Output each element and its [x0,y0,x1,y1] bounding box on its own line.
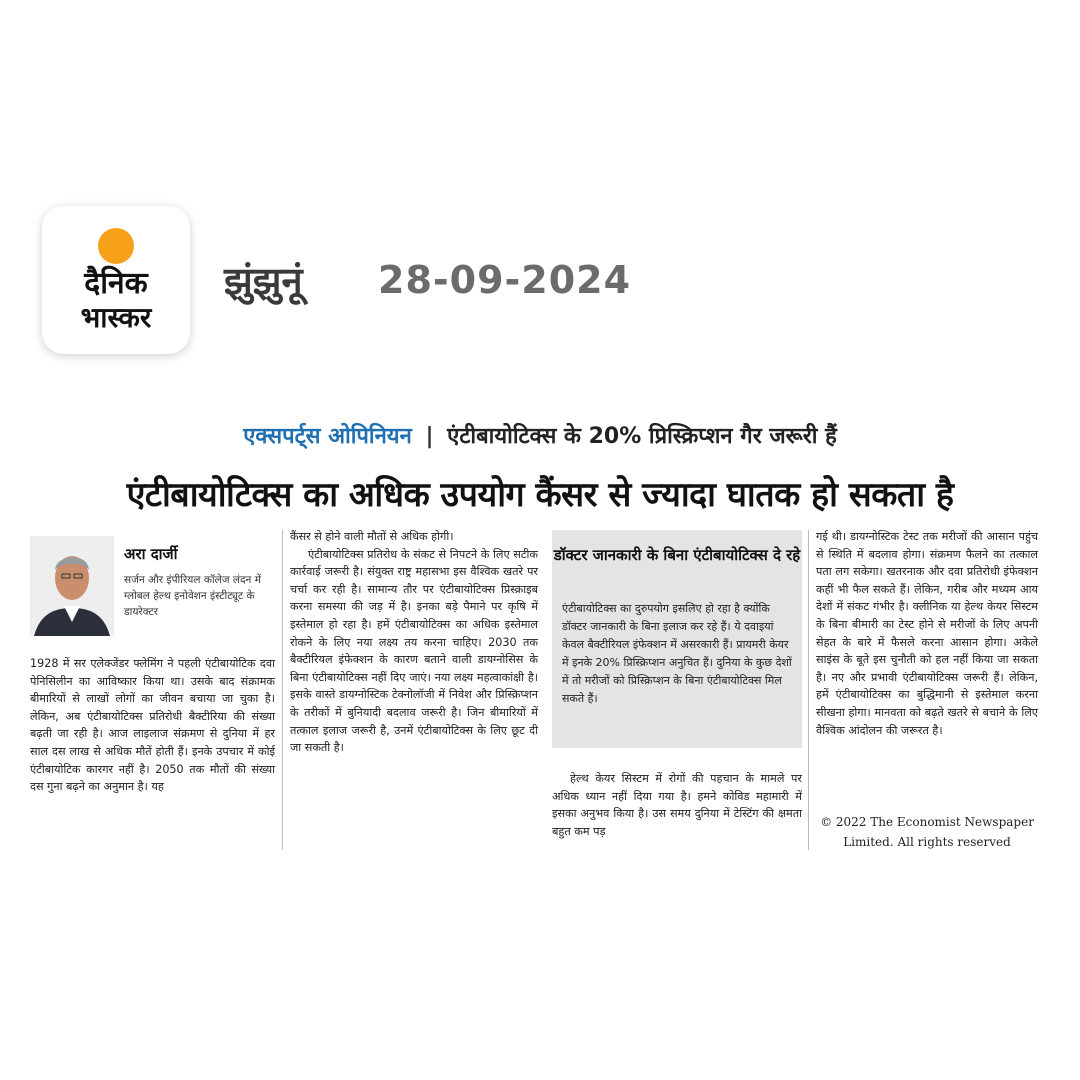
article-column-2 [290,528,538,757]
dainik-bhaskar-logo [42,206,190,354]
author-title: सर्जन और इंपीरियल कॉलेज लंदन में ग्लोबल हेल्थ इनोवेशन इंस्टीट्यूट के डायरेक्टर [124,574,261,618]
kicker-label: एक्सपर्ट्स ओपिनियन [243,424,412,449]
kicker-separator: | [425,424,434,449]
logo-line1: दैनिक [84,266,148,301]
copyright-notice: © 2022 The Economist Newspaper Limited. All rights reserved [820,815,1034,849]
column-1-text: 1928 में सर एलेक्जेंडर फ्लेमिंग ने पहली एंटीबायोटिक दवा पेनिसिलीन का आविष्कार किया था। उसके बाद संक्रामक बीमारियों से लाखों लोगों का जीवन बचाया जा चुका है। लेकिन, अब एंटीबायोटिक्स प्रतिरोधी बैक्टीरिया की संख्या बढ़ती जा रही है। आज लाइलाज संक्रमण से दुनिया में हर साल दस लाख से अधिक मौतें होती हैं। इनके उपचार में कोई एंटीबायोटिक कारगर नहीं है। 2050 तक मौतों की संख्या दस गुना बढ़ने का अनुमान है। यह [30,657,275,794]
column-4-text: गई थी। डायग्नोस्टिक टेस्ट तक मरीजों की आसान पहुंच से स्थिति में बदलाव होगा। संक्रमण फैलने का तत्काल पता लग सकेगा। खतरनाक और दवा प्रतिरोधी इंफेक्शन कहीं भी फैल सकते हैं। लेकिन, गरीब और मध्यम आय देशों में संकट गंभीर है। क्लीनिक या हेल्थ केयर सिस्टम के बिना बीमारी का टेस्ट होने से मरीजों के लिए अपनी सेहत के बारे में फैसले करना आसान होगा। अकेले साइंस के बूते इस चुनौती को हल नहीं किया जा सकता है। नए और प्रभावी एंटीबायोटिक्स जरूरी हैं। लेकिन, हमें एंटीबायोटिक्स का बुद्धिमानी से इस्तेमाल करना सीखना होगा। मानवता को बढ़ते खतरे से बचाने के लिए वैश्विक आंदोलन की जरूरत है। [816,530,1038,737]
logo-line2: भास्कर [80,301,152,334]
highlight-heading: डॉक्टर जानकारी के बिना एंटीबायोटिक्स दे रहे [553,546,801,564]
article-column-1 [30,655,275,796]
highlight-box [552,530,802,748]
column-2-text: एंटीबायोटिक्स प्रतिरोध के संकट से निपटने के लिए सटीक कार्रवाई जरूरी है। संयुक्त राष्ट्र महासभा इस वैश्विक खतरे पर चर्चा कर रही है। सामान्य तौर पर एंटीबायोटिक्स प्रिस्क्राइब करना समस्या की जड़ में है। इनका बड़े पैमाने पर कृषि में इस्तेमाल हो रहा है। हमें एंटीबायोटिक्स का अधिक इस्तेमाल रोकने के लिए नया लक्ष्य तय करना चाहिए। 2030 तक बैक्टीरियल इंफेक्शन के कारण बताने वाली डायग्नोसिस के बिना एंटीबायोटिक्स नहीं दिए जाएं। नया लक्ष्य महत्वाकांक्षी है। इसके वास्ते डायग्नोस्टिक टेक्नोलॉजी में निवेश और प्रिस्क्रिप्शन के तरीकों में बुनियादी बदलाव जरूरी है। जिन बीमारियों में तत्काल इलाज जरूरी है, उनमें एंटीबायोटिक्स के लिए छूट दी जा सकती है। [290,547,538,755]
highlight-body: एंटीबायोटिक्स का दुरुपयोग इसलिए हो रहा है क्योंकि डॉक्टर जानकारी के बिना इलाज कर रहे हैं। ये दवाइयां केवल बैक्टीरियल इंफेक्शन में असरकारी हैं। प्रायमरी केयर में इनके 20% प्रिस्क्रिप्शन अनुचित हैं। दुनिया के कुछ देशों में तो मरीजों को प्रिस्क्रिप्शन के बिना एंटीबायोटिक्स मिल सकते हैं। [562,602,792,705]
sun-icon [98,228,134,264]
column-2-lead: कैंसर से होने वाली मौतों से अधिक होगी। [290,530,454,543]
column-divider [808,530,809,850]
author-photo [30,536,114,636]
column-3-text: हेल्थ केयर सिस्टम में रोगों की पहचान के मामले पर अधिक ध्यान नहीं दिया गया है। हमने कोविड महामारी में इसका अनुभव किया है। उस समय दुनिया में टेस्टिंग की क्षमता बहुत कम पड़ [552,772,802,838]
article-kicker [0,420,1080,450]
author-portrait-icon [30,536,114,636]
article-headline: एंटीबायोटिक्स का अधिक उपयोग कैंसर से ज्यादा घातक हो सकता है [126,475,954,515]
edition-date: 28-09-2024 [378,258,632,302]
article-column-3 [552,770,802,840]
author-name: अरा दार्जी [124,545,178,563]
edition-city: झुंझुनूं [224,259,303,303]
kicker-text: एंटीबायोटिक्स के 20% प्रिस्क्रिप्शन गैर जरूरी हैं [447,424,837,449]
column-divider [282,530,283,850]
article-column-4 [816,528,1038,739]
